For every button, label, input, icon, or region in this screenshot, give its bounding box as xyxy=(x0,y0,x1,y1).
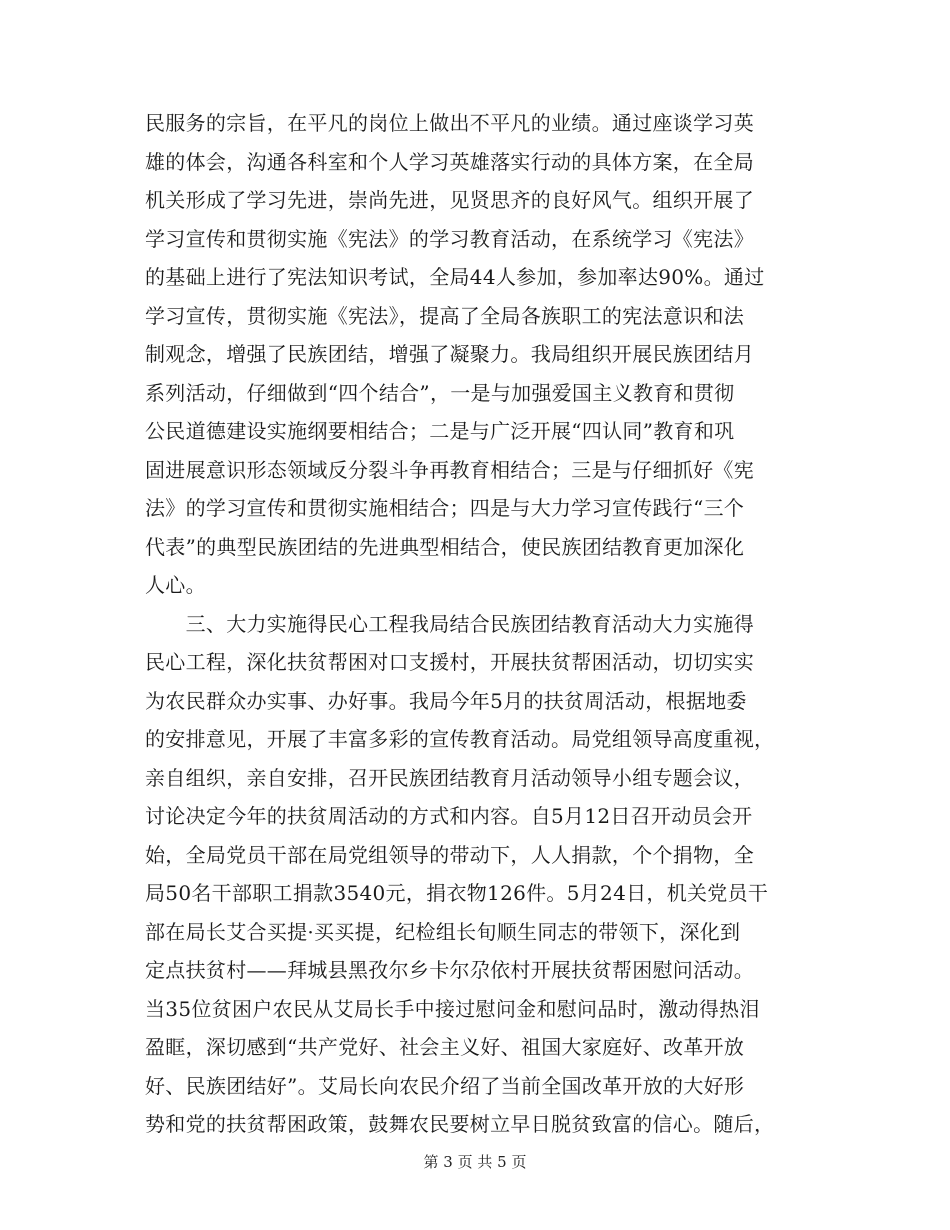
text-line: 始，全局党员干部在局党组领导的带动下，人人捐款，个个捐物，全 xyxy=(145,842,754,867)
text-line: 局50名干部职工捐款3540元，捐衣物126件。5月24日，机关党员干 xyxy=(145,881,769,905)
text-line: 盈眶，深切感到“共产党好、社会主义好、祖国大家庭好、改革开放 xyxy=(145,1035,745,1059)
text-line: 制观念，增强了民族团结，增强了凝聚力。我局组织开展民族团结月 xyxy=(145,342,754,366)
text-line: 部在局长艾合买提·买买提，纪检组长旬顺生同志的带领下，深化到 xyxy=(145,919,741,944)
text-line: 雄的体会，沟通各科室和个人学习英雄落实行动的具体方案，在全局 xyxy=(145,149,754,174)
text-line: 代表”的典型民族团结的先进典型相结合，使民族团结教育更加深化 xyxy=(145,534,745,559)
text-line: 势和党的扶贫帮困政策，鼓舞农民要树立早日脱贫致富的信心。随后， xyxy=(145,1112,775,1136)
text-line: 定点扶贫村——拜城县黑孜尔乡卡尔尕依村开展扶贫帮困慰问活动。 xyxy=(145,958,754,982)
text-line: 系列活动，仔细做到“四个结合”，一是与加强爱国主义教育和贯彻 xyxy=(145,380,735,405)
text-line: 好、民族团结好”。艾局长向农民介绍了当前全国改革开放的大好形 xyxy=(145,1073,745,1098)
text-line: 公民道德建设实施纲要相结合；二是与广泛开展“四认同”教育和巩 xyxy=(145,419,735,443)
text-line: 为农民群众办实事、办好事。我局今年5月的扶贫周活动，根据地委 xyxy=(145,688,747,713)
text-line: 学习宣传，贯彻实施《宪法》，提高了全局各族职工的宪法意识和法 xyxy=(145,303,744,328)
text-line: 讨论决定今年的扶贫周活动的方式和内容。自5月12日召开动员会开 xyxy=(145,804,753,828)
text-line: 亲自组织，亲自安排，召开民族团结教育月活动领导小组专题会议， xyxy=(145,765,754,790)
page-number-footer: 第 3 页 共 5 页 xyxy=(423,1153,527,1171)
text-line: 三、大力实施得民心工程我局结合民族团结教育活动大力实施得 xyxy=(145,611,754,636)
text-line: 法》的学习宣传和贯彻实施相结合；四是与大力学习宣传践行“三个 xyxy=(145,496,745,520)
text-line: 民心工程，深化扶贫帮困对口支援村，开展扶贫帮困活动，切切实实 xyxy=(145,650,754,674)
text-line: 当35位贫困户农民从艾局长手中接过慰问金和慰问品时，激动得热泪 xyxy=(145,996,760,1021)
text-line: 的基础上进行了宪法知识考试，全局44人参加，参加率达90%。通过 xyxy=(145,265,765,289)
text-line: 机关形成了学习先进，崇尚先进，见贤思齐的良好风气。组织开展了 xyxy=(145,188,754,212)
text-line: 固进展意识形态领域反分裂斗争再教育相结合；三是与仔细抓好《宪 xyxy=(145,457,754,482)
body-text xyxy=(145,104,815,1144)
text-line: 学习宣传和贯彻实施《宪法》的学习教育活动，在系统学习《宪法》 xyxy=(145,226,754,251)
text-line: 人心。 xyxy=(145,573,206,597)
text-line: 的安排意见，开展了丰富多彩的宣传教育活动。局党组领导高度重视， xyxy=(145,727,775,751)
text-line: 民服务的宗旨，在平凡的岗位上做出不平凡的业绩。通过座谈学习英 xyxy=(145,111,754,135)
